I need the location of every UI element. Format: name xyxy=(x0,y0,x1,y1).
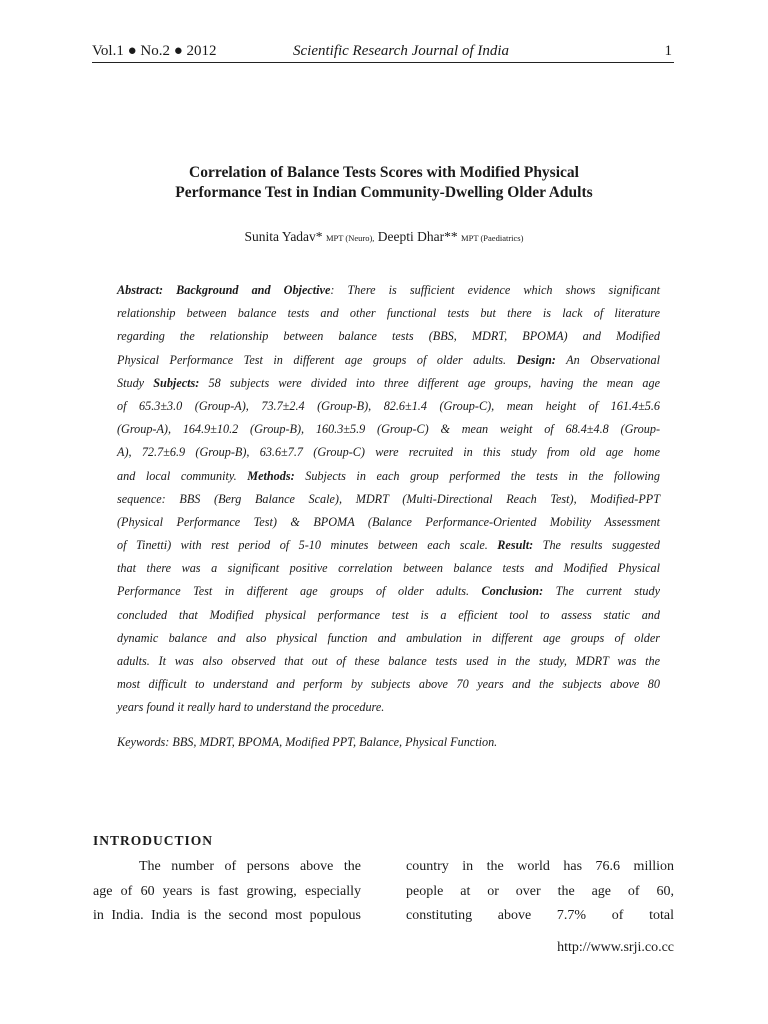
abstract-line: regarding the relationship between balance tests (BBS, MDRT, BPOMA) and Modified xyxy=(117,329,660,344)
abstract-line: dynamic balance and also physical function and ambulation in different age groups of older xyxy=(117,630,660,645)
abstract-text: of Tinetti) with rest period of 5-10 minutes between each scale. xyxy=(117,538,498,553)
abstract-line: adults. It was also observed that out of these balance tests used in the study, MDRT was the xyxy=(117,654,660,668)
abstract-text: 58 subjects were divided into three different age groups, having the mean age xyxy=(199,375,660,390)
abstract-text: and local community. xyxy=(117,468,248,483)
abstract-text: Subjects in each group performed the tests in the following xyxy=(294,468,660,483)
abstract-line: concluded that Modified physical performance test is a efficient tool to assess static and xyxy=(117,607,660,622)
body-line: The number of persons above the xyxy=(139,859,361,874)
abstract-label: Abstract: Background and Objective xyxy=(117,283,331,297)
abstract-text: Study xyxy=(117,375,154,390)
abstract-line: (Group-A), 164.9±10.2 (Group-B), 160.3±5.9 (Group-C) & mean weight of 68.4±4.8 (Group- xyxy=(117,422,660,437)
abstract-line: A), 72.7±6.9 (Group-B), 63.6±7.7 (Group-C) were recruited in this study from old age home xyxy=(117,445,660,460)
abstract-line: most difficult to understand and perform by subjects above 70 years and the subjects above 80 xyxy=(117,677,660,692)
design-label: Design: xyxy=(516,352,556,367)
footer-url-link[interactable]: http://www.srji.co.cc xyxy=(557,940,674,955)
abstract-line: years found it really hard to understand the procedure. xyxy=(117,700,385,715)
title-line-1: Correlation of Balance Tests Scores with Modified Physical xyxy=(189,164,579,181)
page-number: 1 xyxy=(664,43,672,59)
author-1-degree: MPT (Neuro), xyxy=(325,233,375,243)
column-right xyxy=(406,855,674,929)
abstract-line: sequence: BBS (Berg Balance Scale), MDRT (Multi-Directional Reach Test), Modified-PPT xyxy=(117,491,660,506)
paper-title xyxy=(100,163,668,203)
abstract xyxy=(117,279,660,720)
body-line: age of 60 years is fast growing, especially xyxy=(93,883,361,899)
journal-name: Scientific Research Journal of India xyxy=(293,43,510,59)
abstract-line: of 65.3±3.0 (Group-A), 73.7±2.4 (Group-B), 82.6±1.4 (Group-C), mean height of 161.4±5.6 xyxy=(117,398,660,413)
abstract-line: that there was a significant positive correlation between balance tests and Modified Physical xyxy=(117,561,660,576)
body-line: constituting above 7.7% of total xyxy=(406,908,674,923)
title-line-2: Performance Test in Indian Community-Dwelling Older Adults xyxy=(175,184,593,201)
abstract-text: The current study xyxy=(543,584,661,599)
author-list xyxy=(100,229,668,245)
abstract-line: relationship between balance tests and other functional tests but there is lack of literature xyxy=(117,306,660,321)
result-label: Result: xyxy=(497,538,534,553)
abstract-text: An Observational xyxy=(555,352,660,367)
abstract-line xyxy=(117,349,660,372)
body-line: in India. India is the second most populous xyxy=(93,908,361,923)
abstract-text: Performance Test in different age groups of older adults. xyxy=(117,584,482,599)
abstract-line xyxy=(117,534,660,557)
keywords: Keywords: BBS, MDRT, BPOMA, Modified PPT, Balance, Physical Function. xyxy=(117,735,498,749)
abstract-text: : There is sufficient evidence which shows significant xyxy=(330,283,660,297)
abstract-line xyxy=(117,465,660,488)
column-left xyxy=(93,855,361,929)
body-line: country in the world has 76.6 million xyxy=(406,859,674,874)
running-header xyxy=(92,40,674,63)
subjects-label: Subjects: xyxy=(153,375,200,390)
conclusion-label: Conclusion: xyxy=(481,584,544,599)
author-2-degree: MPT (Paediatrics) xyxy=(461,233,524,243)
abstract-text: The results suggested xyxy=(533,538,661,553)
abstract-text: Physical Performance Test in different age groups of older adults. xyxy=(117,352,517,367)
abstract-line xyxy=(117,372,660,395)
abstract-line xyxy=(117,580,660,603)
body-line: people at or over the age of 60, xyxy=(406,883,674,899)
author-2-name: Deepti Dhar** xyxy=(374,229,462,244)
abstract-line xyxy=(117,279,660,302)
section-heading-introduction: INTRODUCTION xyxy=(93,833,214,848)
methods-label: Methods: xyxy=(247,468,295,483)
volume-info: Vol.1 ● No.2 ● 2012 xyxy=(92,43,217,59)
author-1-name: Sunita Yadav* xyxy=(244,229,326,244)
abstract-line: (Physical Performance Test) & BPOMA (Balance Performance-Oriented Mobility Assessment xyxy=(117,514,660,529)
